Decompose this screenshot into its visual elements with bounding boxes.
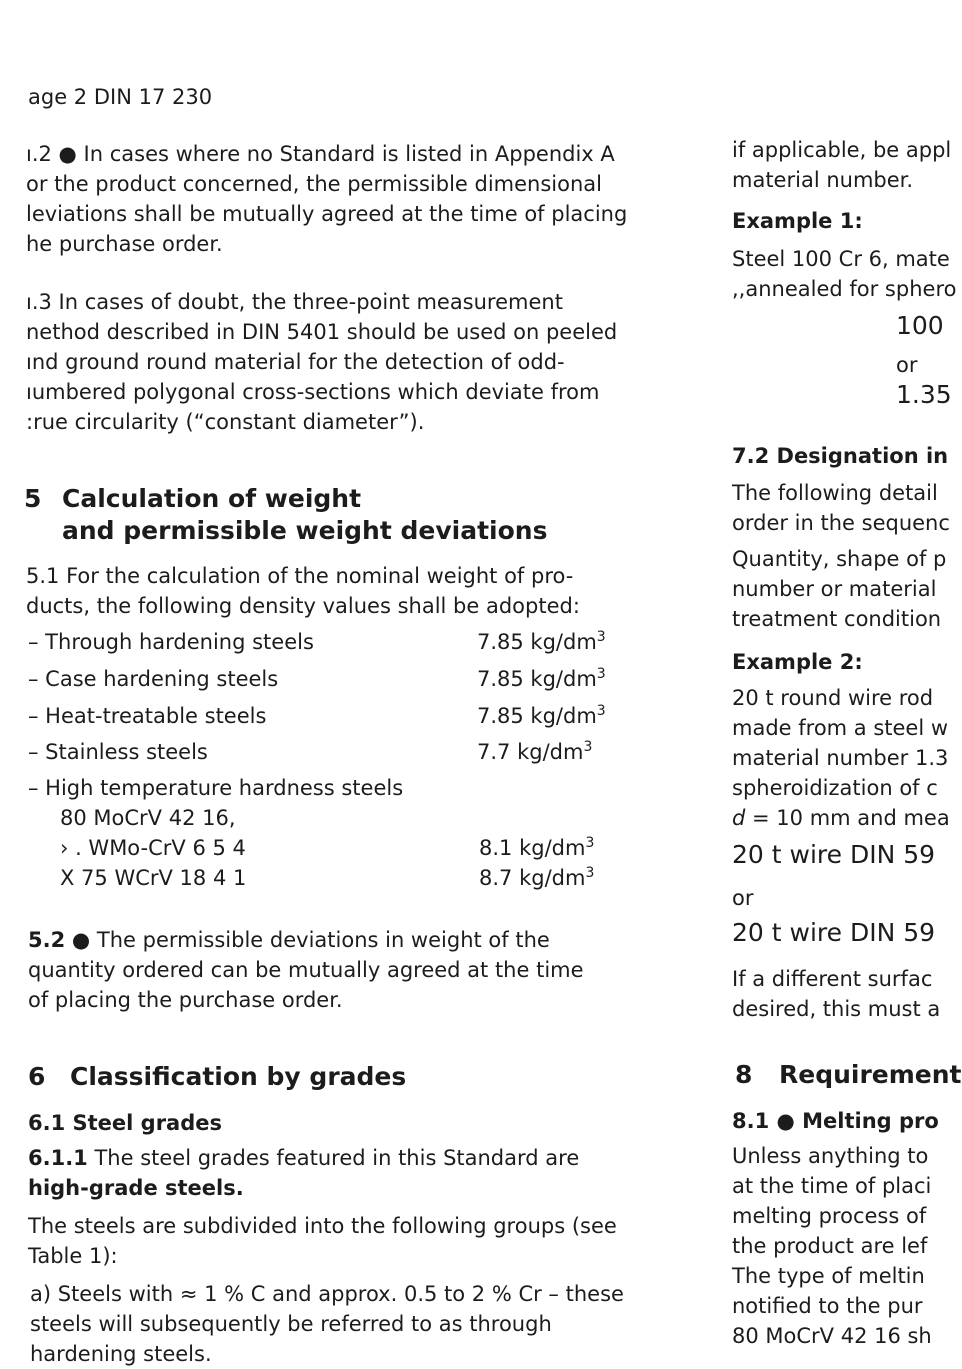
density-row (28, 664, 628, 700)
text-line: high-grade steels. (28, 1176, 244, 1200)
text-line: 80 MoCrV 42 16 sh (732, 1324, 932, 1348)
example-1-heading: Example 1: (732, 209, 863, 233)
text-line: if applicable, be appl (732, 138, 952, 162)
text-line: material number 1.3 (732, 746, 949, 770)
text-line: hardening steels. (30, 1342, 212, 1366)
text-line: 6.1.1 The steel grades featured in this Standard are (28, 1146, 580, 1170)
section-5-number: 5 (24, 484, 42, 513)
or-label: or (732, 886, 754, 910)
density-value: 7.85 $kg/dm^3$ (477, 629, 606, 654)
page-header: age 2 DIN 17 230 (28, 85, 213, 109)
section-6-number: 6 (28, 1062, 46, 1091)
text-line: desired, this must a (732, 997, 941, 1021)
example-2-heading: Example 2: (732, 650, 863, 674)
text-line: ı.2 ● In cases where no Standard is listed in Appendix A (26, 142, 615, 166)
density-value: 7.7 $kg/dm^3$ (477, 739, 593, 764)
section-5-title: Calculation of weight (62, 484, 362, 513)
text-line: notified to the pur (732, 1294, 923, 1318)
text-line: order in the sequenc (732, 511, 950, 535)
paragraph-5-2 (28, 925, 584, 1015)
paragraph-6-1-1 (28, 1143, 579, 1203)
text-line: number or material (732, 577, 937, 601)
text-line: melting process of (732, 1204, 927, 1228)
text-line: The type of meltin (732, 1264, 925, 1288)
text-line: of placing the purchase order. (28, 988, 343, 1012)
text-line: nethod described in DIN 5401 should be used on peeled (26, 320, 618, 344)
steel-grade: 80 MoCrV 42 16, (60, 806, 236, 830)
text-line: steels will subsequently be referred to as through (30, 1312, 552, 1336)
designation: 100 (896, 311, 944, 340)
steel-grade: X 75 WCrV 18 4 1 (60, 866, 247, 890)
section-5-title-cont: and permissible weight deviations (62, 516, 548, 545)
density-value: 8.1 $kg/dm^3$ (479, 835, 595, 860)
paragraph-groups (28, 1211, 617, 1271)
density-value: 7.85 $kg/dm^3$ (477, 703, 606, 728)
text-line: 20 t round wire rod (732, 686, 934, 710)
text-line: Unless anything to (732, 1144, 929, 1168)
text-line: quantity ordered can be mutually agreed at the time (28, 958, 584, 982)
text-line: ınd ground round material for the detection of odd- (26, 350, 565, 374)
density-row (28, 627, 628, 663)
density-label: – Through hardening steels (28, 630, 314, 654)
paragraph-4-2 (26, 139, 627, 259)
wire-designation: 20 t wire DIN 59 (732, 840, 936, 869)
text-line: he purchase order. (26, 232, 223, 256)
density-hts-block (28, 773, 628, 897)
text-line: If a different surfac (732, 967, 933, 991)
text-line: The following detail (732, 481, 938, 505)
paragraph-4-3 (26, 287, 617, 437)
text-line: or the product concerned, the permissible dimensional (26, 172, 602, 196)
section-6-title: Classification by grades (70, 1062, 407, 1091)
right-column (732, 0, 962, 1351)
text-line: 5.2 ● The permissible deviations in weight of the (28, 928, 550, 952)
subsection-6-1: 6.1 Steel grades (28, 1111, 223, 1135)
designation: 1.35 (896, 380, 952, 409)
text-line: ıumbered polygonal cross-sections which deviate from (26, 380, 600, 404)
density-label: – High temperature hardness steels (28, 776, 404, 800)
text-line: made from a steel w (732, 716, 949, 740)
text-line: Steel 100 Cr 6, mate (732, 247, 950, 271)
text-line: Table 1): (28, 1244, 118, 1268)
density-label: – Stainless steels (28, 740, 208, 764)
text-line: :rue circularity (“constant diameter”). (26, 410, 425, 434)
text-line: treatment condition (732, 607, 942, 631)
text-line: Quantity, shape of p (732, 547, 947, 571)
wire-designation: 20 t wire DIN 59 (732, 918, 936, 947)
text-line: the product are lef (732, 1234, 928, 1258)
subsection-7-2: 7.2 Designation in (732, 444, 949, 468)
text-line: The steels are subdivided into the following groups (see (28, 1214, 617, 1238)
text-line: 5.1 For the calculation of the nominal weight of pro- (26, 564, 574, 588)
density-label: – Case hardening steels (28, 667, 279, 691)
list-item-a (30, 1279, 624, 1369)
text-line: ,,annealed for sphero (732, 277, 957, 301)
or-label: or (896, 353, 918, 377)
paragraph-5-1 (26, 561, 580, 621)
steel-grade: › . WMo-CrV 6 5 4 (60, 836, 246, 860)
density-value: 8.7 $kg/dm^3$ (479, 865, 595, 890)
text-line: spheroidization of c (732, 776, 938, 800)
text-line: leviations shall be mutually agreed at the time of placing (26, 202, 628, 226)
text-line: d = 10 mm and mea (732, 806, 950, 830)
text-line: ducts, the following density values shall be adopted: (26, 594, 580, 618)
density-row (28, 737, 628, 773)
text-line: material number. (732, 168, 914, 192)
text-line: a) Steels with ≈ 1 % C and approx. 0.5 to 2 % Cr – these (30, 1282, 624, 1306)
density-value: 7.85 $kg/dm^3$ (477, 666, 606, 691)
density-row (28, 701, 628, 737)
subsection-8-1: 8.1 ● Melting pro (732, 1109, 939, 1133)
text-line: at the time of placi (732, 1174, 932, 1198)
density-label: – Heat-treatable steels (28, 704, 267, 728)
text-line: ı.3 In cases of doubt, the three-point measurement (26, 290, 563, 314)
section-8-title: Requirement (779, 1060, 962, 1089)
section-8-number: 8 (735, 1060, 753, 1089)
